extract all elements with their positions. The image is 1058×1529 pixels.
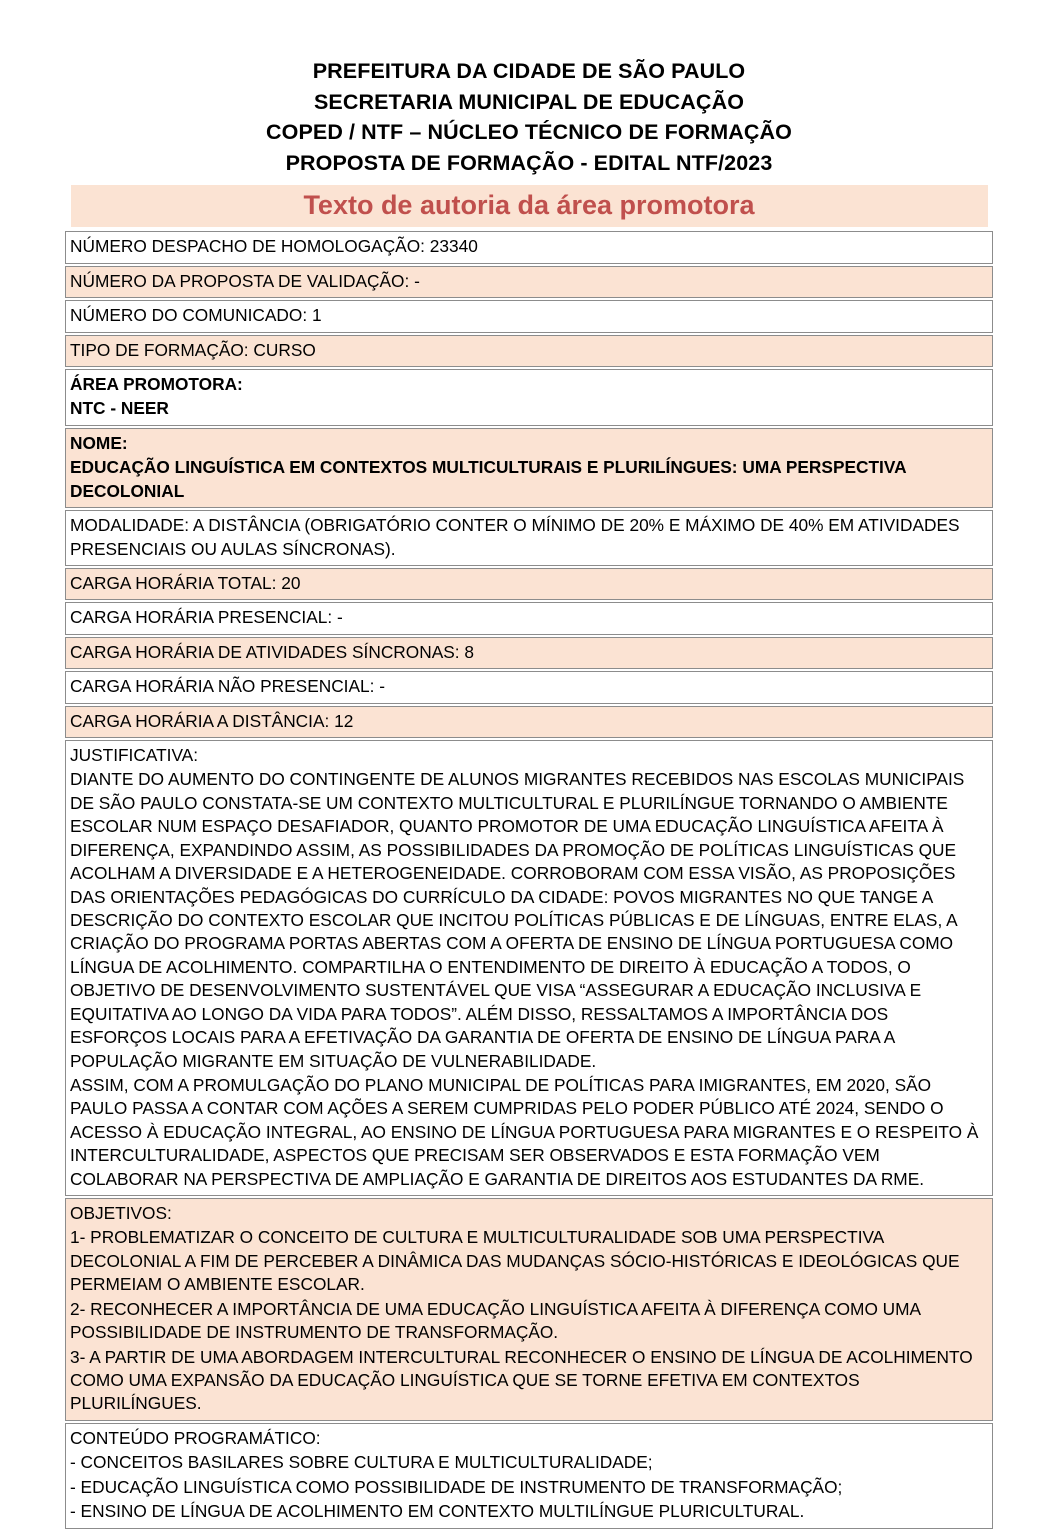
field-nome-value: EDUCAÇÃO LINGUÍSTICA EM CONTEXTOS MULTICULTURAIS E PLURILÍNGUES: UMA PERSPECTIVA DECOLONIAL: [70, 457, 906, 501]
justificativa-label: JUSTIFICATIVA:: [70, 745, 199, 766]
title-banner: [71, 185, 988, 227]
field-nome: [65, 428, 993, 508]
field-carga-horaria-presencial: [65, 602, 993, 634]
field-despacho-homologacao-text: NÚMERO DESPACHO DE HOMOLOGAÇÃO: 23340: [70, 236, 478, 257]
field-carga-horaria-distancia: [65, 706, 993, 738]
objetivos-label: OBJETIVOS:: [70, 1203, 172, 1224]
justificativa-paragraph: DIANTE DO AUMENTO DO CONTINGENTE DE ALUNOS MIGRANTES RECEBIDOS NAS ESCOLAS MUNICIPAIS DE SÃO PAULO CONSTATA-SE UM CONTEXTO MULTICULTURAL E PLURILÍNGUE TORNANDO O AMBIENTE ESCOLAR NUM ESPAÇO DESAFIADOR, QUANTO PROMOTOR DE UMA EDUCAÇÃO LINGUÍSTICA AFEITA À DIFERENÇA, EXPANDINDO ASSIM, AS POSSIBILIDADES DA PROMOÇÃO DE POLÍTICAS LINGUÍSTICAS QUE ACOLHAM A DIVERSIDADE E A HETEROGENEIDADE. CORROBORAM COM ESSA VISÃO, AS PROPOSIÇÕES DAS ORIENTAÇÕES PEDAGÓGICAS DO CURRÍCULO DA CIDADE: POVOS MIGRANTES NO QUE TANGE A DESCRIÇÃO DO CONTEXTO ESCOLAR QUE INCITOU POLÍTICAS PÚBLICAS E DE LÍNGUAS, ENTRE ELAS, A CRIAÇÃO DO PROGRAMA PORTAS ABERTAS COM A OFERTA DE ENSINO DE LÍNGUA PORTUGUESA COMO LÍNGUA DE ACOLHIMENTO. COMPARTILHA O ENTENDIMENTO DE DIREITO À EDUCAÇÃO A TODOS, O OBJETIVO DE DESENVOLVIMENTO SUSTENTÁVEL QUE VISA “ASSEGURAR A EDUCAÇÃO INCLUSIVA E EQUITATIVA AO LONGO DA VIDA PARA TODOS”. ALÉM DISSO, RESSALTAMOS A IMPORTÂNCIA DOS ESFORÇOS LOCAIS PARA A EFETIVAÇÃO DA GARANTIA DE OFERTA DE ENSINO DE LÍNGUA PARA A POPULAÇÃO MIGRANTE EM SITUAÇÃO DE VULNERABILIDADE.: [70, 769, 965, 1071]
proposal-form-table: [65, 231, 993, 1528]
section-objetivos: [65, 1198, 993, 1421]
objetivos-item: 1- PROBLEMATIZAR O CONCEITO DE CULTURA E MULTICULTURALIDADE SOB UMA PERSPECTIVA DECOLONIAL A FIM DE PERCEBER A DINÂMICA DAS MUDANÇAS SÓCIO-HISTÓRICAS E IDEOLÓGICAS QUE PERMEIAM O AMBIENTE ESCOLAR.: [70, 1227, 960, 1295]
field-modalidade: [65, 510, 993, 566]
field-proposta-validacao-text: NÚMERO DA PROPOSTA DE VALIDAÇÃO: -: [70, 270, 420, 291]
field-area-promotora-label: ÁREA PROMOTORA:: [70, 373, 243, 394]
field-carga-horaria-presencial-text: CARGA HORÁRIA PRESENCIAL: -: [70, 607, 343, 628]
field-carga-horaria-total: [65, 568, 993, 600]
field-despacho-homologacao: [65, 231, 993, 263]
section-conteudo-programatico: [65, 1423, 993, 1529]
field-carga-horaria-sincronas: [65, 637, 993, 669]
header-line-secretaria: SECRETARIA MUNICIPAL DE EDUCAÇÃO: [313, 89, 745, 114]
field-tipo-formacao: [65, 335, 993, 367]
document-header: [0, 0, 1058, 178]
field-area-promotora-value: NTC - NEER: [70, 398, 169, 419]
field-numero-comunicado: [65, 300, 993, 332]
field-carga-horaria-total-text: CARGA HORÁRIA TOTAL: 20: [70, 572, 301, 593]
banner-title: Texto de autoria da área promotora: [303, 190, 755, 221]
header-line-prefeitura: PREFEITURA DA CIDADE DE SÃO PAULO: [312, 59, 746, 83]
section-justificativa: [65, 740, 993, 1196]
justificativa-paragraph: ASSIM, COM A PROMULGAÇÃO DO PLANO MUNICIPAL DE POLÍTICAS PARA IMIGRANTES, EM 2020, SÃO PAULO PASSA A CONTAR COM AÇÕES A SEREM CUMPRIDAS PELO PODER PÚBLICO ATÉ 2024, SENDO O ACESSO À EDUCAÇÃO INTEGRAL, AO ENSINO DE LÍNGUA PORTUGUESA PARA MIGRANTES E O RESPEITO À INTERCULTURALIDADE, ASPECTOS QUE PRECISAM SER OBSERVADOS E ESTA FORMAÇÃO VEM COLABORAR NA PERSPECTIVA DE AMPLIAÇÃO E GARANTIA DE DIREITOS AOS ESTUDANTES DA RME.: [70, 1074, 979, 1189]
objetivos-item: 3- A PARTIR DE UMA ABORDAGEM INTERCULTURAL RECONHECER O ENSINO DE LÍNGUA DE ACOLHIMENTO COMO UMA EXPANSÃO DA EDUCAÇÃO LINGUÍSTICA QUE SE TORNE EFETIVA EM CONTEXTOS PLURILÍNGUES.: [70, 1346, 973, 1414]
field-carga-horaria-nao-presencial: [65, 671, 993, 703]
objetivos-item: 2- RECONHECER A IMPORTÂNCIA DE UMA EDUCAÇÃO LINGUÍSTICA AFEITA À DIFERENÇA COMO UMA POSSIBILIDADE DE INSTRUMENTO DE TRANSFORMAÇÃO.: [70, 1298, 921, 1343]
conteudo-item: - CONCEITOS BASILARES SOBRE CULTURA E MULTICULTURALIDADE;: [70, 1452, 653, 1473]
field-carga-horaria-sincronas-text: CARGA HORÁRIA DE ATIVIDADES SÍNCRONAS: 8: [70, 641, 474, 662]
header-line-proposta: PROPOSTA DE FORMAÇÃO - EDITAL NTF/2023: [285, 150, 773, 175]
field-nome-label: NOME:: [70, 432, 128, 453]
field-carga-horaria-distancia-text: CARGA HORÁRIA A DISTÂNCIA: 12: [70, 710, 354, 731]
field-modalidade-text: MODALIDADE: A DISTÂNCIA (OBRIGATÓRIO CONTER O MÍNIMO DE 20% E MÁXIMO DE 40% EM ATIVIDADES PRESENCIAIS OU AULAS SÍNCRONAS).: [70, 515, 960, 559]
field-area-promotora: [65, 369, 993, 426]
field-numero-comunicado-text: NÚMERO DO COMUNICADO: 1: [70, 305, 322, 326]
conteudo-item: - ENSINO DE LÍNGUA DE ACOLHIMENTO EM CONTEXTO MULTILÍNGUE PLURICULTURAL.: [70, 1501, 805, 1522]
conteudo-item: - EDUCAÇÃO LINGUÍSTICA COMO POSSIBILIDADE DE INSTRUMENTO DE TRANSFORMAÇÃO;: [70, 1476, 843, 1497]
field-tipo-formacao-text: TIPO DE FORMAÇÃO: CURSO: [70, 339, 316, 360]
conteudo-label: CONTEÚDO PROGRAMÁTICO:: [70, 1427, 321, 1448]
header-line-coped-ntf: COPED / NTF – NÚCLEO TÉCNICO DE FORMAÇÃO: [266, 120, 792, 145]
field-carga-horaria-nao-presencial-text: CARGA HORÁRIA NÃO PRESENCIAL: -: [70, 676, 385, 697]
field-proposta-validacao: [65, 266, 993, 298]
